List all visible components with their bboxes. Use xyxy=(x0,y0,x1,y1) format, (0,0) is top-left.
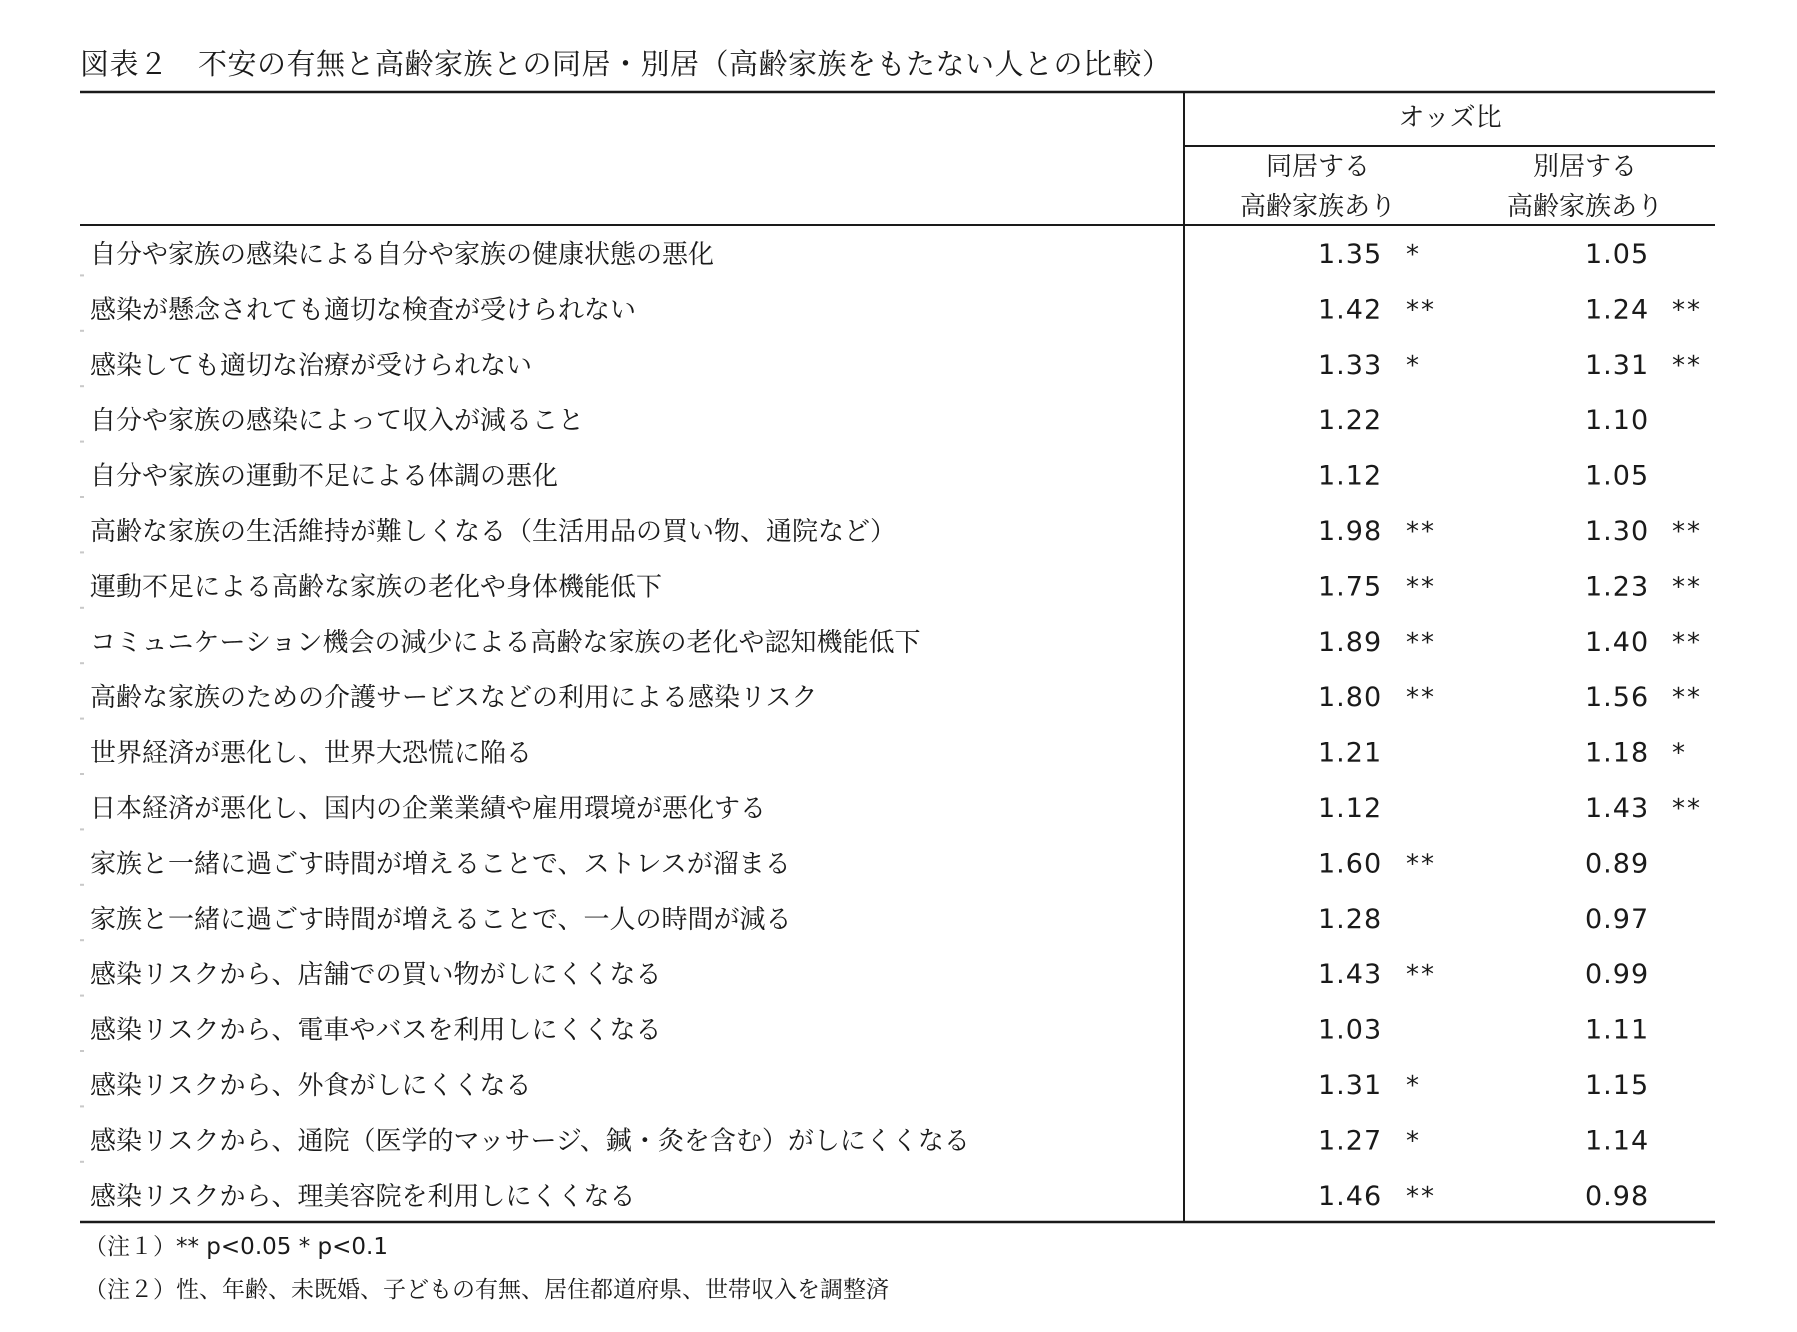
cohabit-significance: * xyxy=(1406,1126,1421,1157)
cohabit-odds-value: 1.27 xyxy=(1318,1125,1383,1157)
table-row xyxy=(80,274,1702,325)
row-label: 感染しても適切な治療が受けられない xyxy=(90,350,533,381)
cohabit-odds-value: 1.12 xyxy=(1318,793,1383,824)
table-title: 図表２ 不安の有無と高齢家族との同居・別居（高齢家族をもたない人との比較） xyxy=(80,47,1172,81)
table-header xyxy=(1240,103,1663,222)
header-odds-ratio: オッズ比 xyxy=(1398,103,1502,133)
table-row xyxy=(80,662,1702,713)
row-label: 高齢な家族のための介護サービスなどの利用による感染リスク xyxy=(90,683,818,714)
separate-significance: ** xyxy=(1672,627,1702,658)
row-marker xyxy=(80,884,84,886)
row-marker xyxy=(80,551,84,553)
cohabit-odds-value: 1.28 xyxy=(1318,903,1383,935)
row-label: 家族と一緒に過ごす時間が増えることで、ストレスが溜まる xyxy=(90,849,791,880)
cohabit-odds-value: 1.98 xyxy=(1318,516,1383,547)
table-row xyxy=(80,330,1702,381)
cohabit-significance: * xyxy=(1406,240,1421,270)
table-row xyxy=(80,441,1649,492)
row-marker xyxy=(80,773,84,775)
cohabit-odds-value: 1.89 xyxy=(1318,626,1383,658)
row-label: 感染リスクから、店舗での買い物がしにくくなる xyxy=(90,960,662,991)
cohabit-significance: ** xyxy=(1406,683,1436,714)
header-separate-line2: 高齢家族あり xyxy=(1506,192,1664,222)
row-marker xyxy=(80,1105,84,1107)
row-marker xyxy=(80,718,84,720)
row-label: 日本経済が悪化し、国内の企業業績や雇用環境が悪化する xyxy=(90,794,767,824)
cohabit-odds-value: 1.12 xyxy=(1318,460,1383,492)
cohabit-significance: * xyxy=(1406,350,1421,381)
separate-odds-value: 1.56 xyxy=(1585,682,1650,714)
separate-odds-value: 1.15 xyxy=(1585,1070,1650,1101)
row-label: 世界経済が悪化し、世界大恐慌に陥る xyxy=(90,738,533,769)
row-label: 高齢な家族の生活維持が難しくなる（生活用品の買い物、通院など） xyxy=(90,517,897,547)
cohabit-odds-value: 1.43 xyxy=(1318,959,1383,991)
table-row xyxy=(80,773,1702,824)
separate-odds-value: 0.98 xyxy=(1585,1180,1650,1212)
table-row xyxy=(80,385,1649,436)
cohabit-significance: ** xyxy=(1406,1181,1436,1212)
row-marker xyxy=(80,385,84,387)
cohabit-significance: ** xyxy=(1406,517,1436,547)
separate-significance: ** xyxy=(1672,295,1702,326)
cohabit-odds-value: 1.03 xyxy=(1318,1014,1383,1046)
table-row xyxy=(80,884,1649,935)
separate-significance: ** xyxy=(1672,572,1702,603)
cohabit-significance: ** xyxy=(1406,295,1436,326)
row-label: 感染リスクから、電車やバスを利用しにくくなる xyxy=(90,1015,662,1046)
table-row xyxy=(80,496,1702,547)
footnote-adjustment: （注２）性、年齢、未既婚、子どもの有無、居住都道府県、世帯収入を調整済 xyxy=(84,1277,889,1303)
cohabit-odds-value: 1.46 xyxy=(1318,1180,1383,1212)
cohabit-odds-value: 1.33 xyxy=(1318,349,1383,381)
table-row xyxy=(80,551,1702,602)
cohabit-odds-value: 1.42 xyxy=(1318,294,1383,326)
header-separate-line1: 別居する xyxy=(1532,152,1638,182)
header-cohabit-line1: 同居する xyxy=(1265,152,1371,182)
table-body xyxy=(80,239,1702,1212)
separate-odds-value: 1.05 xyxy=(1585,460,1650,492)
table-row xyxy=(80,607,1702,658)
cohabit-odds-value: 1.60 xyxy=(1318,848,1383,880)
row-label: 感染リスクから、通院（医学的マッサージ、鍼・灸を含む）がしにくくなる xyxy=(90,1126,970,1157)
table-row xyxy=(80,1105,1649,1156)
row-label: 感染リスクから、理美容院を利用しにくくなる xyxy=(90,1181,636,1212)
separate-odds-value: 1.05 xyxy=(1585,239,1650,270)
table-row xyxy=(80,828,1649,879)
separate-odds-value: 1.11 xyxy=(1585,1014,1650,1046)
separate-odds-value: 0.89 xyxy=(1585,848,1650,880)
separate-significance: ** xyxy=(1672,350,1702,381)
cohabit-odds-value: 1.21 xyxy=(1318,737,1383,769)
row-marker xyxy=(80,330,84,332)
row-marker xyxy=(80,496,84,498)
separate-odds-value: 1.23 xyxy=(1585,571,1650,603)
cohabit-odds-value: 1.31 xyxy=(1318,1070,1383,1101)
separate-odds-value: 1.10 xyxy=(1585,405,1650,437)
separate-odds-value: 1.14 xyxy=(1585,1125,1650,1157)
table-row xyxy=(80,1050,1649,1101)
cohabit-significance: ** xyxy=(1406,627,1436,658)
row-label: 運動不足による高齢な家族の老化や身体機能低下 xyxy=(90,572,663,603)
row-label: コミュニケーション機会の減少による高齢な家族の老化や認知機能低下 xyxy=(90,627,921,658)
cohabit-significance: ** xyxy=(1406,849,1436,880)
cohabit-odds-value: 1.35 xyxy=(1318,239,1383,270)
separate-odds-value: 0.97 xyxy=(1585,903,1650,935)
footnote-significance: （注１）** p<0.05 * p<0.1 xyxy=(84,1234,388,1260)
row-marker xyxy=(80,1161,84,1163)
row-marker xyxy=(80,441,84,443)
separate-odds-value: 1.43 xyxy=(1585,793,1650,824)
separate-significance: ** xyxy=(1672,683,1702,714)
table-row xyxy=(80,1161,1649,1212)
row-marker xyxy=(80,662,84,664)
cohabit-odds-value: 1.22 xyxy=(1318,405,1383,437)
row-marker xyxy=(80,995,84,997)
separate-significance: ** xyxy=(1672,517,1702,547)
cohabit-significance: ** xyxy=(1406,572,1436,603)
cohabit-significance: * xyxy=(1406,1071,1421,1101)
table-row xyxy=(80,995,1649,1046)
separate-odds-value: 0.99 xyxy=(1585,959,1650,991)
cohabit-odds-value: 1.80 xyxy=(1318,682,1383,714)
separate-odds-value: 1.18 xyxy=(1585,737,1650,769)
row-label: 自分や家族の感染によって収入が減ること xyxy=(90,406,585,437)
separate-odds-value: 1.31 xyxy=(1585,349,1650,381)
row-marker xyxy=(80,939,84,941)
row-label: 感染が懸念されても適切な検査が受けられない xyxy=(90,295,637,326)
row-label: 自分や家族の感染による自分や家族の健康状態の悪化 xyxy=(90,240,715,270)
separate-odds-value: 1.40 xyxy=(1585,626,1650,658)
separate-odds-value: 1.30 xyxy=(1585,516,1650,547)
row-label: 感染リスクから、外食がしにくくなる xyxy=(90,1071,532,1101)
row-marker xyxy=(80,607,84,609)
separate-odds-value: 1.24 xyxy=(1585,294,1650,326)
cohabit-significance: ** xyxy=(1406,960,1436,991)
cohabit-odds-value: 1.75 xyxy=(1318,571,1383,603)
separate-significance: * xyxy=(1672,738,1687,769)
row-marker xyxy=(80,828,84,830)
row-marker xyxy=(80,1050,84,1052)
row-label: 自分や家族の運動不足による体調の悪化 xyxy=(90,461,559,492)
row-marker xyxy=(80,274,84,276)
row-label: 家族と一緒に過ごす時間が増えることで、一人の時間が減る xyxy=(90,904,792,935)
table-row xyxy=(90,239,1649,270)
separate-significance: ** xyxy=(1672,794,1702,824)
table-row xyxy=(80,718,1687,769)
table-row xyxy=(80,939,1649,990)
header-cohabit-line2: 高齢家族あり xyxy=(1239,192,1397,222)
